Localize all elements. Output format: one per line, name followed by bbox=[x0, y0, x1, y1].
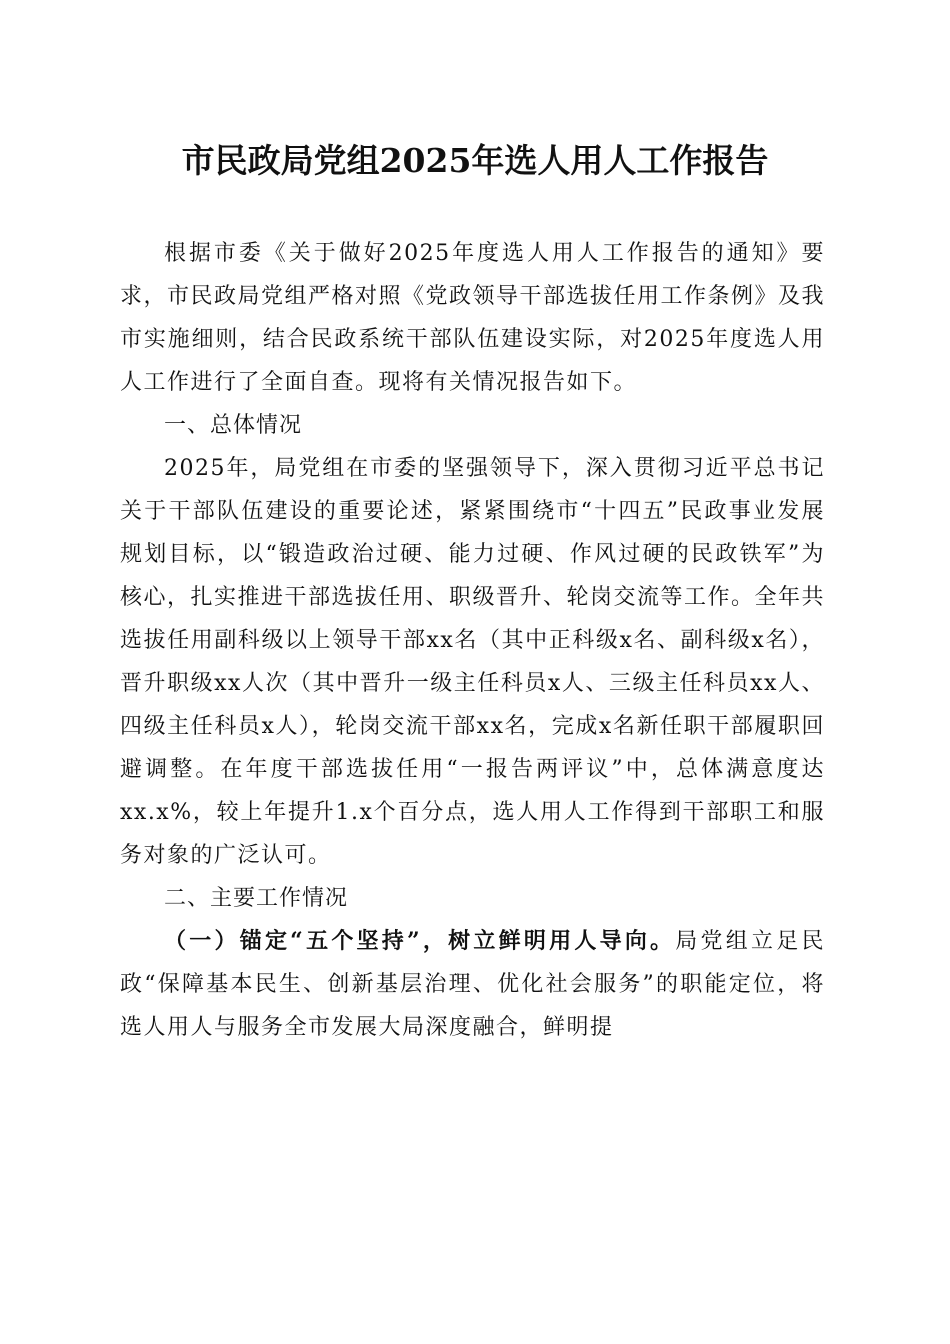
subsection-text: 局党组立足民政“保障基本民生、创新基层治理、优化社会服务”的职能定位，将选人用人与服务全市发展大局深度融合，鲜明提 bbox=[120, 929, 825, 1040]
intro-paragraph: 根据市委《关于做好2025年度选人用人工作报告的通知》要求，市民政局党组严格对照《党政领导干部选拔任用工作条例》及我市实施细则，结合民政系统干部队伍建设实际，对2025年度选人用人工作进行了全面自查。现将有关情况报告如下。 bbox=[120, 241, 826, 395]
main-work-paragraph bbox=[120, 920, 825, 1049]
document-body bbox=[120, 232, 825, 1049]
subsection-lead: （一）锚定“五个坚持”，树立鲜明用人导向。 bbox=[164, 928, 676, 954]
section-heading-overview: 一、总体情况 bbox=[164, 413, 303, 438]
overview-paragraph: 2025年，局党组在市委的坚强领导下，深入贯彻习近平总书记关于干部队伍建设的重要论述，紧紧围绕市“十四五”民政事业发展规划目标，以“锻造政治过硬、能力过硬、作风过硬的民政铁军”为核心，扎实推进干部选拔任用、职级晋升、轮岗交流等工作。全年共选拔任用副科级以上领导干部xx名（其中正科级x名、副科级x名），晋升职级xx人次（其中晋升一级主任科员x人、三级主任科员xx人、四级主任科员x人），轮岗交流干部xx名，完成x名新任职干部履职回避调整。在年度干部选拔任用“一报告两评议”中，总体满意度达xx.x%，较上年提升1.x个百分点，选人用人工作得到干部职工和服务对象的广泛认可。 bbox=[120, 456, 826, 868]
section-heading-main-work: 二、主要工作情况 bbox=[164, 886, 349, 911]
document-title: 市民政局党组2025年选人用人工作报告 bbox=[181, 141, 769, 180]
